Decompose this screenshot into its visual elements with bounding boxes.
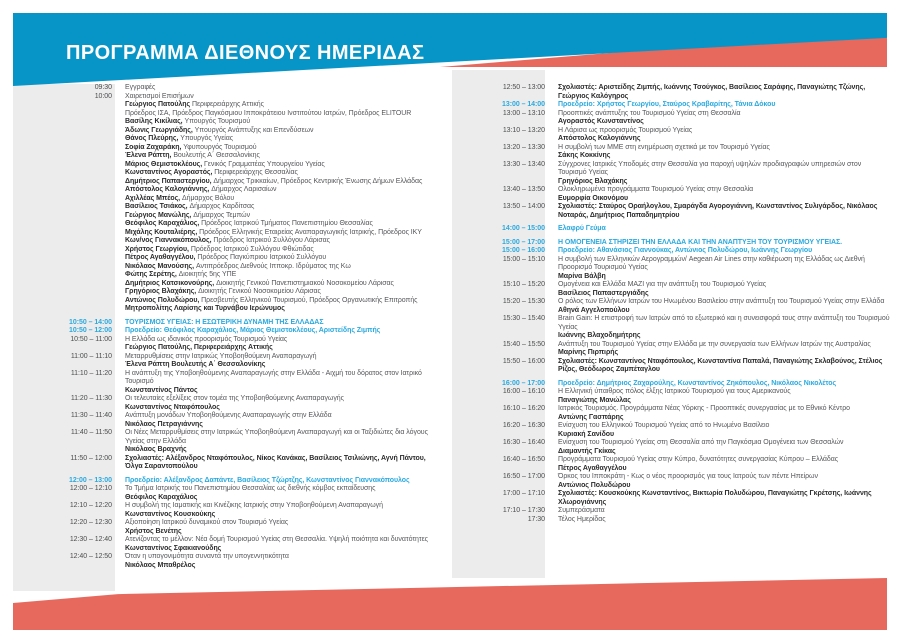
row-line: Ιατρικός Τουρισμός. Προγράμματα Νέας Υόρκης - Προοπτικές συνεργασίας με το Εθνικό Κέντρο [558,405,850,412]
schedule-row [13,353,445,370]
row-time: 15:00 – 15:10 [502,255,545,263]
row-time: 15:00 – 16:00 [502,247,545,254]
row-time: 12:30 – 12:40 [69,536,112,543]
row-line: Ατενίζοντας το μέλλον: Νέα δομή Τουρισμού Υγείας στη Θεσσαλία. Υψηλή ποιότητα και δυνατότητες [125,536,429,543]
row-content [558,186,890,203]
row-line: Το Τμήμα Ιατρικής του Πανεπιστημίου Θεσσαλίας ως διεθνής κόμβος εκπαίδευσης [125,485,376,492]
schedule-row [452,405,890,422]
row-line: Μαρίνης Πιρπιρής [558,349,619,356]
row-time: 16:00 – 16:10 [502,388,545,395]
row-line: Προεδρείο: Αθανάσιος Γιαννούκας, Αντώνιος Πολυδώρου, Ιωάννης Γεωργίου [558,247,813,254]
row-line: Έλενα Ράπτη, Βουλευτής Α΄ Θεσσαλονίκης [125,152,260,159]
row-content [558,101,890,110]
schedule-row [452,110,890,127]
row-content [558,490,890,507]
row-time: 10:50 – 11:00 [70,335,112,343]
row-content [558,225,890,234]
schedule-row [452,281,890,298]
row-content [125,370,445,396]
schedule-row [13,319,445,328]
row-line: Δημήτριος Παπαστεργίου, Δήμαρχος Τρικκαίων, Πρόεδρος Κεντρικής Ένωσης Δήμων Ελλάδας [125,177,423,185]
row-time: 15:00 – 17:00 [502,238,545,246]
row-line: Μητροπολίτης Λαρίσης και Τυρνάβου Ιερώνυμος [125,305,285,312]
schedule-row [452,256,890,282]
row-time: 11:10 – 11:20 [70,369,112,377]
schedule-row [452,203,890,220]
row-time: 13:00 – 13:10 [502,109,545,117]
row-line: Γρηγόριος Βλαχάκης [558,177,628,185]
row-content [125,336,445,353]
row-line: Νικόλαος Μπαθρέλος [125,561,196,569]
row-line: ΤΟΥΡΙΣΜΟΣ ΥΓΕΙΑΣ: Η ΕΣΩΤΕΡΙΚΗ ΔΥΝΑΜΗ ΤΗΣ ΕΛΛΑΔΑΣ [125,318,324,326]
schedule-row [452,341,890,358]
row-line: Ενίσχυση του Ελληνικού Τουρισμού Υγείας από το Ηνωμένο Βασίλειο [558,422,770,429]
schedule-row [13,553,445,570]
schedule-column-left [13,84,445,570]
row-line: Παναγιώτης Μανώλας [558,396,631,404]
row-line: Προεδρείο: Δημήτριος Ζαχαρούλης, Κωνσταντίνος Ζηκόπουλος, Νικόλαος Νικολέτος [558,379,837,387]
schedule-row [13,429,445,455]
schedule-row [452,239,890,248]
row-line: Άδωνις Γεωργιάδης, Υπουργός Ανάπτυξης και Επενδύσεων [125,126,314,134]
schedule-row [13,327,445,336]
row-line: Δημήτριος Κατσικονούρης, Διοικητής Γενικού Πανεπιστημιακού Νοσοκομείου Λάρισας [125,279,394,287]
row-line: Ο ρόλος των Ελλήνων Ιατρών του Ηνωμένου Βασιλείου στην ανάπτυξη του Τουρισμού Υγείας στην Ελλάδα [558,298,885,305]
row-content [125,536,445,553]
row-line: Brain Gain: Η επιστροφή των Ιατρών από το εξωτερικό και η συνεισφορά τους στην ανάπτυξη του Τουρισμού Υγείας [558,315,890,331]
row-line: Κωνσταντίνος Κουσκούκης [125,510,216,518]
row-line: Σοφία Ζαχαράκη, Υφυπουργός Τουρισμού [125,143,257,151]
schedule-row [13,412,445,429]
row-line: Αντώνης Γασπάρης [558,413,624,421]
row-line: Αθηνά Αγγελοπούλου [558,306,630,314]
row-content [125,477,445,486]
row-time: 13:00 – 14:00 [502,101,545,108]
schedule-row [452,161,890,187]
row-time: 15:20 – 15:30 [502,298,545,305]
row-content [125,429,445,455]
row-time: 11:00 – 11:10 [70,352,112,360]
row-time: 16:10 – 16:20 [502,405,545,412]
row-content [125,553,445,570]
row-time: 16:20 – 16:30 [502,422,545,429]
row-line: Σχολιαστές: Κωνσταντίνος Νταφόπουλος, Κωνσταντίνα Παπαλά, Παναγιώτης Σκλαβούνος, Στέλιος Ρίζος, Θεόδωρος Ζαμπέταγλου [558,357,883,373]
schedule-row [452,507,890,516]
row-line: Ευμορφία Οικονόμου [558,194,629,202]
row-time: 13:20 – 13:30 [502,143,545,151]
row-line: Νικόλαος Μανούσης, Αντιπρόεδρος Διεθνούς Ιπποκρ. Ιδρύματος της Κω [125,262,351,270]
row-content [558,84,890,101]
row-time: 12:50 – 13:00 [502,84,545,91]
row-line: Η Ελλάδα ως ιδανικός προορισμός Τουρισμού Υγείας [125,335,288,343]
schedule-row [452,186,890,203]
row-content [558,380,890,389]
row-content [558,405,890,422]
row-line: Ενίσχυση του Τουρισμού Υγείας στη Θεσσαλία από την Παγκόσμια Ομογένεια των Θεσσαλών [558,439,844,446]
schedule-row [452,388,890,405]
schedule-row [452,439,890,456]
schedule-row [452,358,890,375]
row-line: Θεόφιλος Καραχάλιος [125,493,198,501]
row-time: 10:50 – 14:00 [69,318,112,326]
row-time: 12:40 – 12:50 [69,553,112,560]
row-content [125,455,445,472]
schedule-row [452,473,890,490]
row-content [558,161,890,187]
row-line: Κωνσταντίνος Αγοραστός, Περιφερειάρχης Θεσσαλίας [125,169,298,176]
row-time: 11:50 – 12:00 [70,454,112,462]
row-time: 13:40 – 13:50 [502,186,545,193]
row-line: Οι τελευταίες εξελίξεις στον τομέα της Υποβοηθούμενης Αναπαραγωγής [125,395,344,402]
row-time: 15:30 – 15:40 [502,315,545,322]
schedule-row [13,519,445,536]
row-line: Προεδρείο: Θεόφιλος Καραχάλιος, Μάριος Θεμιστοκλέους, Αριστείδης Ζιμπής [125,327,381,334]
schedule-row [13,536,445,553]
row-line: Ολοκληρωμένα προγράμματα Τουρισμού Υγείας στην Θεσσαλία [558,186,754,193]
row-content [125,395,445,412]
schedule-row [452,315,890,341]
row-line: Θεόφιλος Καραχάλιος, Πρόεδρος Ιατρικού Τμήματος Πανεπιστημίου Θεσσαλίας [125,220,373,227]
row-line: Αντώνιος Πολυδώρου, Πρεσβευτής Ελληνικού Τουρισμού, Πρόεδρος Οργανωτικής Επιτροπής [125,296,418,304]
row-line: Γεώργιος Μανώλης, Δήμαρχος Τεμπών [125,211,251,219]
row-time: 14:00 – 15:00 [502,225,545,232]
schedule-row [452,456,890,473]
row-line: Μαρίνα Βάλβη [558,272,606,280]
row-line: Χαιρετισμοί Επισήμων [125,92,194,100]
row-line: Μιχάλης Κουταλιέρης, Πρόεδρος Ελληνικής Εταιρείας Αναπαραγωγικής Ιατρικής, Πρόεδρος ΙΚΥ [125,228,422,236]
row-time: 17:10 – 17:30 [502,507,545,514]
row-content [558,341,890,358]
row-content [558,127,890,144]
schedule-row [13,477,445,486]
schedule-row [452,380,890,389]
schedule-row [13,370,445,396]
row-content [125,93,445,314]
row-line: Μάριος Θεμιστοκλέους, Γενικός Γραμματέας Υπουργείου Υγείας [125,160,325,168]
row-time: 13:10 – 13:20 [502,126,545,134]
row-line: Εγγραφές [125,84,156,91]
row-content [125,485,445,502]
row-content [558,256,890,282]
row-time: 10:50 – 12:00 [69,327,112,334]
schedule-row [452,144,890,161]
row-line: Νικόλαος Πετραγιάννης [125,420,203,428]
row-content [558,239,890,248]
schedule-row [13,485,445,502]
row-line: Φώτης Σερέτης, Διοικητής 5ης ΥΠΕ [125,271,237,278]
row-line: Ελαφρύ Γεύμα [558,225,606,232]
row-time: 13:30 – 13:40 [502,160,545,168]
row-line: Όταν η υπογονιμότητα συναντά την υπογεννητικότητα [125,553,289,560]
row-time: 13:50 – 14:00 [502,203,545,210]
row-line: Σχολιαστές: Αλέξανδρος Νταφόπουλος, Νίκος Κανάκας, Βασίλειος Τσιλιώνης, Αγνή Πάντου, Όλγα Σαραντοπούλου [125,454,426,470]
row-line: Αξιοποίηση Ιατρικού δυναμικού στον Τουρισμό Υγείας [125,519,289,526]
row-line: Απόστολος Καλογιάννης [558,135,641,142]
row-line: Σχολιαστές: Κουσκούκης Κωνσταντίνος, Βικτωρία Πολυδώρου, Παναγιώτης Γκρέτσης, Ιωάννης Χλωρογιάννης [558,490,872,506]
row-line: Σάκης Κοκκίνης [558,152,611,159]
row-line: Σχολιαστές: Σταύρος Οραήλογλου, Σμαράγδα Αγορογιάννη, Κωνσταντίνος Συλιγάρδος, Νικόλαος Νοταράς, Δημήτριος Παπαδημητρίου [558,203,878,219]
row-line: Ιωάννης Βλαχοδημήτρης [558,332,641,339]
row-line: Κωνσταντίνος Σφακιανούδης [125,544,222,552]
row-line: Συμπεράσματα [558,507,605,514]
row-line: Αντώνιος Πολυδώρου [558,481,631,489]
schedule-column-right [452,84,890,524]
row-time: 16:00 – 17:00 [502,379,545,387]
row-line: Βασίλης Κικίλιας, Υπουργός Τουρισμού [125,118,251,125]
row-time: 17:00 – 17:10 [502,490,545,497]
row-time: 11:20 – 11:30 [70,395,112,402]
schedule-row [13,455,445,472]
row-time: 12:10 – 12:20 [69,502,112,509]
row-content [125,353,445,370]
row-line: Κωνσταντίνος Πάντος [125,386,198,394]
schedule-row [452,84,890,101]
row-content [558,110,890,127]
row-content [558,456,890,473]
row-content [125,519,445,536]
row-line: Απόστολος Καλογιάννης, Δήμαρχος Λαρισαίων [125,186,277,193]
row-line: Ανάπτυξη του Τουρισμού Υγείας στην Ελλάδα με την συνεργασία των Ελλήνων Ιατρών της Αυστραλίας [558,340,871,348]
row-content [558,315,890,341]
row-content [558,281,890,298]
row-line: Η Λάρισα ως προορισμός Τουρισμού Υγείας [558,126,693,134]
row-time: 15:50 – 16:00 [502,357,545,365]
row-line: Σύγχρονες Ιατρικές Υποδομές στην Θεσσαλία για παροχή υψηλών προδιαγραφών υπηρεσιών στον Τουρισμό Υγείας [558,160,862,176]
row-content [558,422,890,439]
row-line: Χρήστος Βενέτης [125,527,182,535]
row-time: 17:30 [527,515,545,523]
row-time: 12:00 – 12:10 [69,485,112,492]
row-time: 11:40 – 11:50 [70,429,112,436]
row-line: Προεδρείο: Αλέξανδρος Δαπάντε, Βασίλειος Τζώρτζης, Κωνσταντίνος Γιαννακόπουλος [125,476,410,484]
row-line: Προεδρείο: Χρήστος Γεωργίου, Σταύρος Κραβαρίτης, Τάνια Δόκου [558,101,776,108]
row-time: 12:20 – 12:30 [69,519,112,526]
schedule-row [13,84,445,93]
row-line: Θάνος Πλεύρης, Υπουργός Υγείας [125,135,234,142]
row-content [558,358,890,375]
row-content [558,516,890,525]
row-line: Όρκος του Ιπποκράτη - Κως ο νέος προορισμός για τους Ιατρούς των πέντε Ηπείρων [558,473,818,480]
row-content [558,144,890,161]
row-line: Γεώργιος Πατούλης, Περιφερειάρχης Αττικής [125,344,273,351]
row-line: Γρηγόριος Βλαχάκης, Διοικητής Γενικού Νοσοκομείου Λάρισας [125,288,321,295]
row-content [125,412,445,429]
row-line: Προοπτικές ανάπτυξης του Τουρισμού Υγείας στη Θεσσαλία [558,109,741,117]
row-line: Η Ελληνική ύπαιθρος πόλος έλξης Ιατρικού Τουρισμού για τους Αμερικανούς [558,388,791,395]
row-line: Γεώργιος Πατούλης Περιφερειάρχης Αττικής [125,101,264,108]
row-line: Βασίλειος Παπαστεργιάδης [558,289,649,297]
row-time: 16:50 – 17:00 [502,473,545,480]
schedule-row [452,247,890,256]
schedule-row [13,336,445,353]
row-content [125,84,445,93]
row-line: Σχολιαστές: Αριστείδης Ζιμπής, Ιωάννης Τσούγκος, Βασίλειος Σαράφης, Παναγιώτης Τζώνης, Γεώργιος Καλόγηρος [558,84,866,100]
row-line: Η συμβολή της Ιαματικής και Κινέζικης Ιατρικής στην Υποβοηθούμενη Αναπαραγωγή [125,502,383,509]
row-line: Η συμβολή των ΜΜΕ στη ενημέρωση σχετικά με τον Τουρισμό Υγείας [558,143,770,151]
row-line: Πέτρος Αγαθαγγέλου, Πρόεδρος Παγκύπριου Ιατρικού Συλλόγου [125,254,327,261]
schedule-row [452,127,890,144]
row-line: Βασίλειος Τσιάκος, Δήμαρχος Καρδίτσας [125,203,255,210]
schedule-row [452,101,890,110]
row-line: Προγράμματα Τουρισμού Υγείας στην Κύπρο, δυνατότητες συνεργασίας Κύπρου – Ελλάδας [558,456,839,463]
row-content [558,439,890,456]
schedule-row [13,93,445,314]
row-line: Κωνσταντίνος Νταφόπουλος [125,403,220,411]
row-time: 09:30 [94,84,112,91]
schedule-row [452,490,890,507]
row-time: 10:00 [94,92,112,100]
schedule-row [13,502,445,519]
row-time: 11:30 – 11:40 [70,412,112,419]
row-content [125,327,445,336]
schedule-row [452,422,890,439]
row-line: Ανάπτυξη μονάδων Υποβοηθούμενης Αναπαραγωγής στην Ελλάδα [125,412,332,419]
row-line: Κυριακή Σανίδου [558,430,615,438]
schedule-row [452,516,890,525]
schedule-row [13,395,445,412]
row-content [125,502,445,519]
row-content [558,203,890,220]
row-line: Πρόεδρος ΙΣΑ, Πρόεδρος Παγκόσμιου Ιπποκράτειου Ινστιτούτου Ιατρών, Πρόεδρος ELITOUR [125,109,412,117]
row-time: 16:30 – 16:40 [502,439,545,446]
page-title: ΠΡΟΓΡΑΜΜΑ ΔΙΕΘΝΟΥΣ ΗΜΕΡΙΔΑΣ [66,42,425,64]
row-content [558,507,890,516]
row-line: Η ανάπτυξη της Υποβοηθούμενης Αναπαραγωγής στην Ελλάδα - Αιχμή του δόρατος στον Ιατρικό Τουρισμό [125,369,422,385]
row-line: Διαμαντής Γκίκας [558,447,616,455]
row-time: 12:00 – 13:00 [69,476,112,484]
row-line: Πέτρος Αγαθαγγέλου [558,464,627,472]
row-content [558,247,890,256]
schedule-row [452,225,890,234]
row-content [558,298,890,315]
row-line: Η συμβολή των Ελληνικών Αερογραμμών/ Aegean Air Lines στην καθιέρωση της Ελλάδας ως Διεθνή Προορισμό Τουρισμού Υγείας [558,255,865,271]
row-line: Έλενα Ράπτη Βουλευτής Α΄ Θεσσαλονίκης [125,361,266,368]
footer-band [13,578,887,630]
row-line: Χρήστος Γεωργίου, Πρόεδρος Ιατρικού Συλλόγου Φθιώτιδας [125,245,314,253]
row-line: Αχιλλέας Μπέος, Δήμαρχος Βόλου [125,194,235,202]
schedule-row [452,298,890,315]
row-line: Νικόλαος Βραχνής [125,446,187,453]
row-line: Ομογένεια και Ελλάδα ΜΑΖΙ για την ανάπτυξη του Τουρισμού Υγείας [558,281,767,288]
row-content [125,319,445,328]
row-line: Κων/νος Γιαννακόπουλος, Πρόεδρος Ιατρικού Συλλόγου Λάρισας [125,237,330,244]
row-line: Οι Νέες Μεταρρυθμίσεις στην Ιατρικώς Υποβοηθούμενη Αναπαραγωγή και οι Ταξιδιώτες δια λόγους Υγείας στην Ελλάδα [125,429,428,445]
row-time: 15:40 – 15:50 [502,340,545,348]
row-line: Η ΟΜΟΓΕΝΕΙΑ ΣΤΗΡΙΖΕΙ ΤΗΝ ΕΛΛΑΔΑ ΚΑΙ ΤΗΝ ΑΝΑΠΤΥΞΗ ΤΟΥ ΤΟΥΡΙΣΜΟΥ ΥΓΕΙΑΣ. [558,238,843,246]
row-content [558,388,890,405]
row-time: 16:40 – 16:50 [502,456,545,463]
row-content [558,473,890,490]
row-line: Τέλος Ημερίδας [558,515,606,523]
row-line: Αγοραστός Κωνσταντίνος [558,118,644,125]
row-line: Μεταρρυθμίσεις στην Ιατρικώς Υποβοηθούμενη Αναπαραγωγή [125,352,317,360]
row-time: 15:10 – 15:20 [502,281,545,288]
